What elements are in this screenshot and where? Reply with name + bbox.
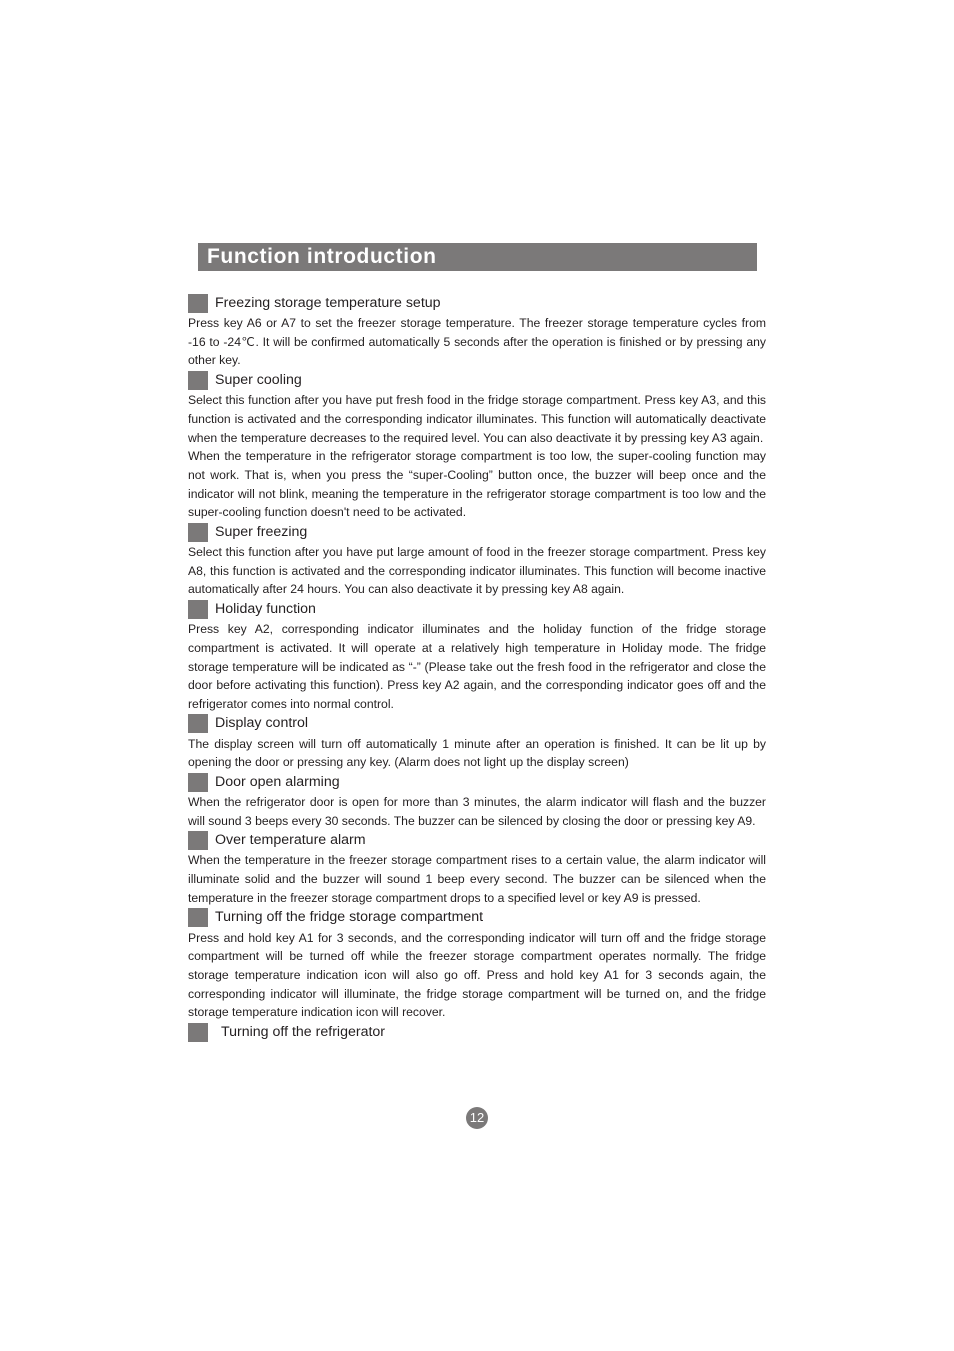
section-super-cooling bbox=[188, 370, 766, 522]
section-header bbox=[188, 908, 766, 928]
section-paragraph: Select this function after you have put fresh food in the fridge storage compartment. Press key A3, and this function is activated and the corresponding indicator illuminates. This function will automatically deactivate when the temperature decreases to the required level. You can also deactivate it by pressing key A3 again. bbox=[188, 393, 766, 445]
section-heading: Super freezing bbox=[215, 523, 308, 540]
section-paragraph: The display screen will turn off automatically 1 minute after an operation is finished. It can be lit up by opening the door or pressing any key. (Alarm does not light up the display screen) bbox=[188, 736, 766, 770]
section-paragraph: Press and hold key A1 for 3 seconds, and the corresponding indicator will turn off and the fridge storage compartment will be turned off while the freezer storage compartment operates normally. The fridge storage temperature indication icon will also go off. Press and hold key A1 for 3 seconds again, the corresponding indicator will illuminate, the fridge storage compartment will be turned on, and the fridge storage temperature indication icon will recover. bbox=[188, 930, 766, 1020]
section-super-freezing bbox=[188, 522, 766, 599]
section-turning-off-fridge-compartment bbox=[188, 908, 766, 1023]
section-header bbox=[188, 830, 766, 850]
section-title-bar bbox=[198, 243, 757, 271]
section-heading: Freezing storage temperature setup bbox=[215, 294, 441, 311]
page-number-badge: 12 bbox=[466, 1107, 488, 1129]
section-paragraph: When the temperature in the refrigerator storage compartment is too low, the super-cooling function may not work. That is, when you press the “super-Cooling” button once, the buzzer will beep once and the indicator will not blink, meaning the temperature in the refrigerator storage compartment is too low and the super-cooling function doesn't need to be activated. bbox=[188, 449, 766, 520]
section-over-temperature-alarm bbox=[188, 830, 766, 907]
square-bullet-icon bbox=[188, 523, 208, 542]
section-header bbox=[188, 522, 766, 542]
square-bullet-icon bbox=[188, 371, 208, 390]
section-header bbox=[188, 599, 766, 619]
section-heading: Display control bbox=[215, 715, 309, 732]
section-header bbox=[188, 1022, 766, 1042]
section-header bbox=[188, 370, 766, 390]
section-freezing-temperature-setup bbox=[188, 293, 766, 370]
section-paragraph: Select this function after you have put large amount of food in the freezer storage compartment. Press key A8, this function is activated and the corresponding indicator illuminates. This function will become inactive automatically after 24 hours. You can also deactivate it by pressing key A8 again. bbox=[188, 545, 766, 597]
section-paragraph: When the temperature in the freezer storage compartment rises to a certain value, the alarm indicator will illuminate solid and the buzzer will sound 1 beep every second. The buzzer can be silenced when the temperature in the freezer storage compartment drops to a specified level or key A9 is pressed. bbox=[188, 853, 766, 905]
section-holiday-function bbox=[188, 599, 766, 714]
square-bullet-icon bbox=[188, 600, 208, 619]
section-heading: Turning off the refrigerator bbox=[221, 1023, 386, 1040]
function-list bbox=[188, 293, 766, 1043]
section-display-control bbox=[188, 714, 766, 772]
square-bullet-icon bbox=[188, 831, 208, 850]
section-header bbox=[188, 714, 766, 734]
section-heading: Over temperature alarm bbox=[215, 831, 366, 848]
section-heading: Holiday function bbox=[215, 600, 316, 617]
section-turning-off-refrigerator bbox=[188, 1022, 766, 1042]
square-bullet-icon bbox=[188, 714, 208, 733]
section-paragraph: Press key A2, corresponding indicator illuminates and the holiday function of the fridge storage compartment is activated. It will operate at a relatively high temperature in Holiday mode. The fridge storage temperature will be indicated as “-” (Please take out the fresh food in the refrigerator and close the door before activating this function). Press key A2 again, and the corresponding indicator goes off and the refrigerator comes into normal control. bbox=[188, 622, 766, 711]
section-paragraph: When the refrigerator door is open for more than 3 minutes, the alarm indicator will flash and the buzzer will sound 3 beeps every 30 seconds. The buzzer can be silenced by closing the door or pressing key A9. bbox=[188, 795, 766, 828]
square-bullet-icon bbox=[188, 1023, 208, 1042]
page-title: Function introduction bbox=[207, 245, 437, 268]
section-header bbox=[188, 772, 766, 792]
section-heading: Super cooling bbox=[215, 371, 302, 388]
square-bullet-icon bbox=[188, 773, 208, 792]
section-heading: Turning off the fridge storage compartment bbox=[215, 909, 484, 926]
square-bullet-icon bbox=[188, 294, 208, 313]
section-door-open-alarming bbox=[188, 772, 766, 830]
section-paragraph: Press key A6 or A7 to set the freezer storage temperature. The freezer storage temperature cycles from -16 to -24℃. It will be confirmed automatically 5 seconds after the operation is finished or by pressing any other key. bbox=[188, 316, 766, 368]
section-header bbox=[188, 293, 766, 313]
section-heading: Door open alarming bbox=[215, 773, 340, 790]
square-bullet-icon bbox=[188, 908, 208, 927]
